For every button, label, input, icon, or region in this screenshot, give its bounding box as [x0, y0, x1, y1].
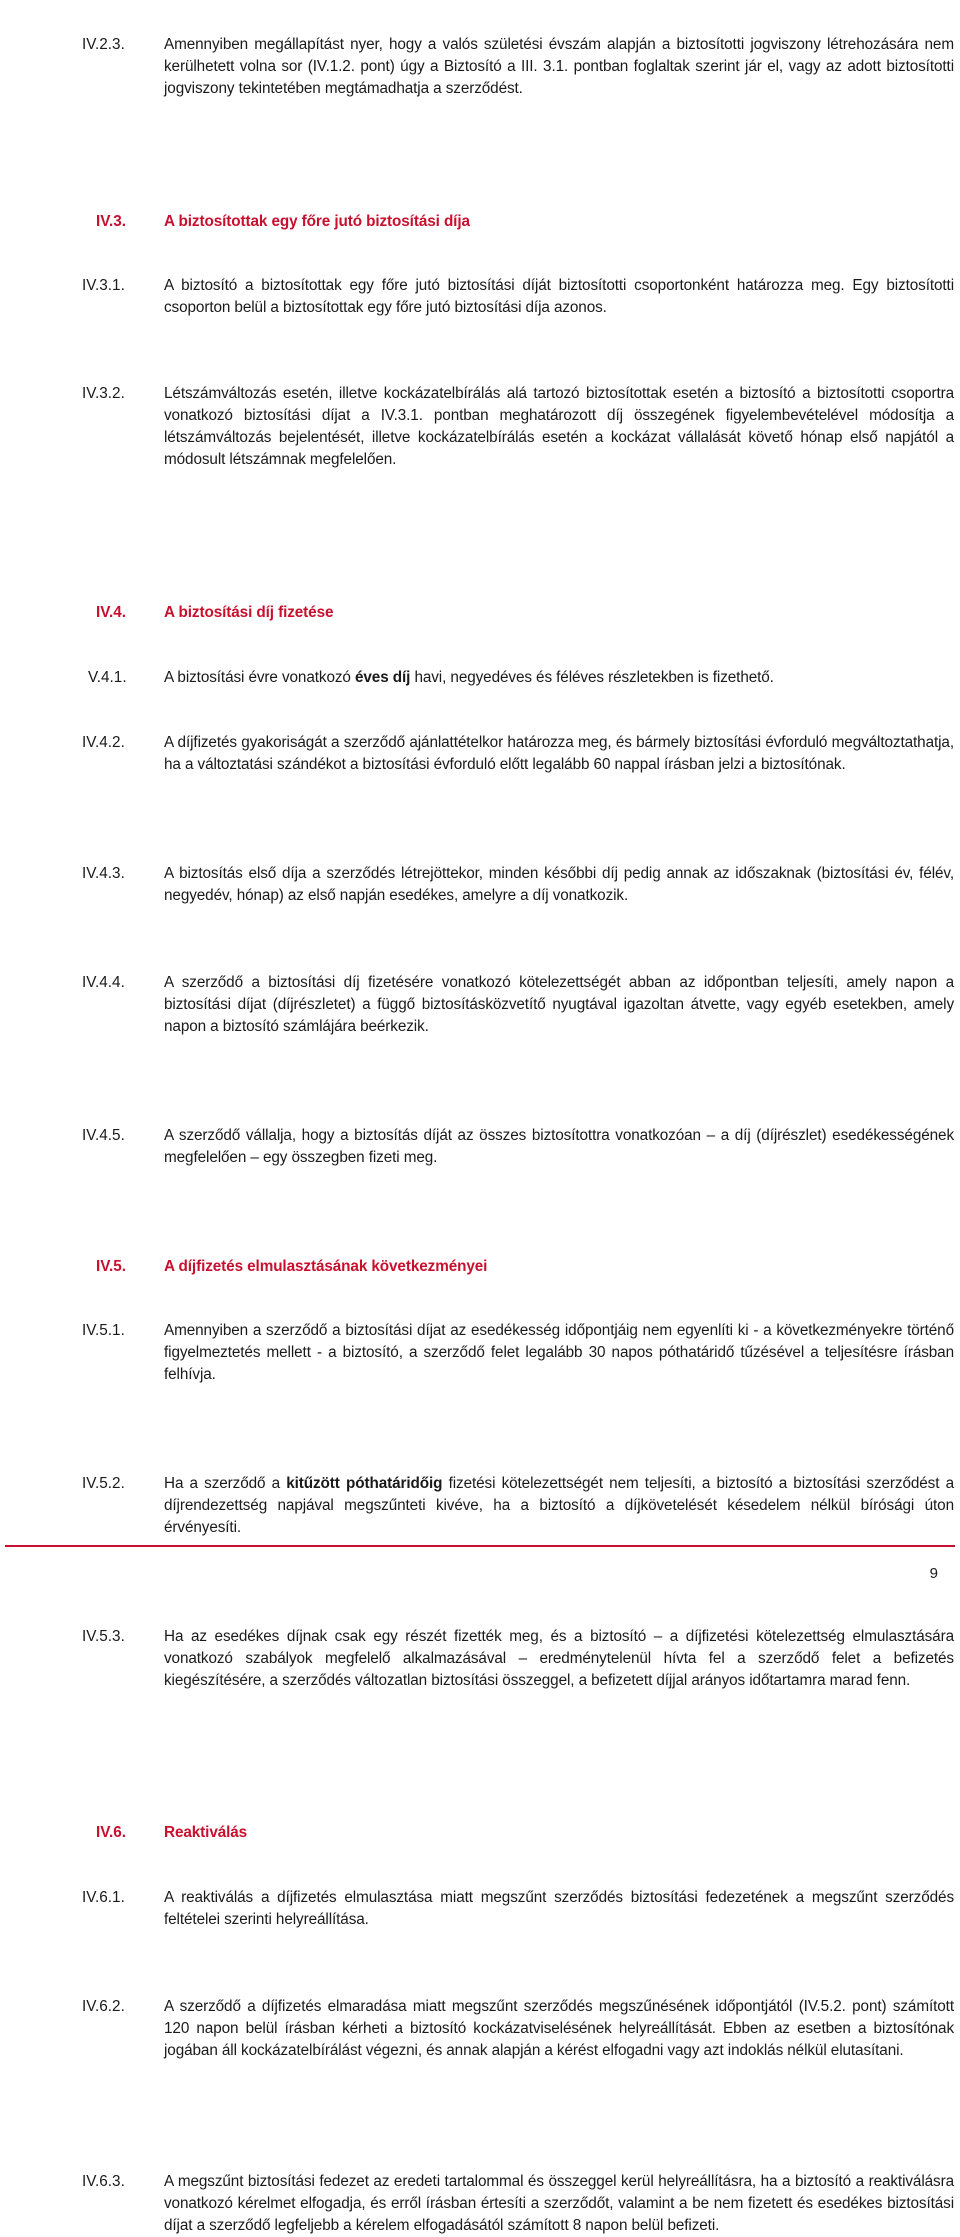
paragraph-number: IV.4.5.	[82, 1127, 125, 1144]
paragraph-5-1	[0, 1320, 960, 1386]
bold-term: éves díj	[354, 669, 411, 686]
paragraph-number: IV.5.2.	[82, 1475, 125, 1492]
section-title: A biztosítottak egy főre jutó biztosítási díja	[164, 213, 470, 230]
section-title: A díjfizetés elmulasztásának következményei	[164, 1258, 488, 1275]
section-heading-6	[0, 1822, 960, 1844]
paragraph-text: A biztosítás első díja a szerződés létrejöttekor, minden későbbi díj pedig annak az időszaknak (biztosítási év, félév, negyedév, hónap) az első napján esedékes, amelyre a díj vonatkozik.	[164, 865, 954, 904]
paragraph-4-3	[0, 863, 960, 907]
section-title: Reaktiválás	[164, 1824, 248, 1841]
paragraph-number: IV.4.4.	[82, 974, 125, 991]
paragraph-6-2	[0, 1996, 960, 2062]
paragraph-text: Amennyiben megállapítást nyer, hogy a valós születési évszám alapján a biztosítotti jogviszony létrehozására nem kerülhetett volna sor (IV.1.2. pont) úgy a Biztosító a III. 3.1. pontban foglaltak szerint jár el, vagy az adott biztosítotti jogviszony tekintetében megtámadhatja a szerződést.	[164, 36, 954, 97]
paragraph-5-2	[0, 1473, 960, 1539]
text-segment: havi, negyedéves és féléves részletekben is fizethető.	[410, 669, 774, 686]
paragraph-text	[164, 667, 954, 689]
paragraph-text	[164, 1473, 954, 1539]
paragraph-number: IV.5.1.	[82, 1322, 125, 1339]
paragraph-number: IV.6.3.	[82, 2173, 125, 2190]
footer-divider	[5, 1545, 955, 1547]
paragraph-3-2	[0, 383, 960, 471]
paragraph-number: IV.6.2.	[82, 1998, 125, 2015]
paragraph-text: A biztosító a biztosítottak egy főre jutó biztosítási díját biztosítotti csoportonként határozza meg. Egy biztosítotti csoporton belül a biztosítottak egy főre jutó biztosítási díja azonos.	[164, 277, 954, 316]
section-heading-3	[0, 211, 960, 233]
paragraph-number: V.4.1.	[88, 669, 127, 686]
paragraph-text: A díjfizetés gyakoriságát a szerződő ajánlattételkor határozza meg, és bármely biztosítási évforduló megváltoztathatja, ha a változtatási szándékot a biztosítási évforduló előtt legalább 60 nappal írásban jelzi a biztosítónak.	[164, 734, 954, 773]
paragraph-4-4	[0, 972, 960, 1038]
paragraph-text: A szerződő vállalja, hogy a biztosítás díját az összes biztosítottra vonatkozóan – a díj (díjrészlet) esedékességének megfelelően – egy összegben fizeti meg.	[164, 1127, 954, 1166]
paragraph-number: IV.4.3.	[82, 865, 125, 882]
paragraph-number: IV.3.1.	[82, 277, 125, 294]
section-number: IV.6.	[96, 1824, 127, 1841]
paragraph-text: A reaktiválás a díjfizetés elmulasztása miatt megszűnt szerződés biztosítási fedezetének a megszűnt szerződés feltételei szerinti helyreállítása.	[164, 1889, 954, 1928]
paragraph-text: Ha az esedékes díjnak csak egy részét fizették meg, és a biztosító – a díjfizetési kötelezettség elmulasztására vonatkozó szabályok megfelelő alkalmazásával – eredménytelenül hívta fel a szerződő felet a befizetés kiegészítésére, a szerződés változatlan biztosítási összeggel, a befizetett díjjal arányos időtartamra marad fenn.	[164, 1628, 954, 1689]
paragraph-number: IV.4.2.	[82, 734, 125, 751]
section-number: IV.3.	[96, 213, 127, 230]
text-segment: fizetési kötelezettségét nem teljesíti, a biztosító a biztosítási szerződést a díjrendezettség napjával megszűnteti kivéve, ha a biztosító a díjkövetelését késedelem nélkül bírósági úton érvényesíti.	[164, 1475, 954, 1536]
paragraph-text: Létszámváltozás esetén, illetve kockázatelbírálás alá tartozó biztosítottak esetén a biztosító a biztosítotti csoportra vonatkozó biztosítási díjat a IV.3.1. pontban meghatározott díj összegének figyelembevételével módosítja a létszámváltozás bejelentését, illetve kockázatelbírálás esetén a kockázat vállalását követő hónap első napjától a módosult létszámnak megfelelően.	[164, 385, 954, 468]
page-number: 9	[929, 1565, 938, 1582]
section-number: IV.4.	[96, 604, 127, 621]
paragraph-number: IV.3.2.	[82, 385, 125, 402]
section-title: A biztosítási díj fizetése	[164, 604, 334, 621]
section-heading-4	[0, 602, 960, 624]
paragraph-2-3	[0, 34, 960, 100]
paragraph-6-3	[0, 2171, 960, 2237]
paragraph-4-5	[0, 1125, 960, 1169]
paragraph-text: Amennyiben a szerződő a biztosítási díjat az esedékesség időpontjáig nem egyenlíti ki - a következményekre történő figyelmeztetés mellett - a biztosító, a szerződő felet legalább 30 napos póthatáridő tűzésével a teljesítésre írásban felhívja.	[164, 1322, 954, 1383]
paragraph-number: IV.5.3.	[82, 1628, 125, 1645]
paragraph-text: A szerződő a biztosítási díj fizetésére vonatkozó kötelezettségét abban az időpontban teljesíti, amely napon a biztosítási díjat (díjrészletet) a függő biztosításközvetítő nyugtával igazoltan átvette, vagy egyéb esetekben, amely napon a biztosító számlájára beérkezik.	[164, 974, 954, 1035]
text-segment: Ha a szerződő a	[164, 1475, 287, 1492]
text-segment: A biztosítási évre vonatkozó	[164, 669, 355, 686]
section-heading-5	[0, 1256, 960, 1278]
paragraph-number: IV.2.3.	[82, 36, 125, 53]
paragraph-4-1	[0, 667, 960, 689]
paragraph-text: A szerződő a díjfizetés elmaradása miatt megszűnt szerződés megszűnésének időpontjától (IV.5.2. pont) számított 120 napon belül írásban kérheti a biztosító kockázatviselésének helyreállítását. Ebben az esetben a biztosítónak jogában áll kockázatelbírálást végezni, és annak alapján a kérést elfogadni vagy azt indoklás nélkül elutasítani.	[164, 1998, 954, 2059]
paragraph-3-1	[0, 275, 960, 319]
paragraph-5-3	[0, 1626, 960, 1692]
paragraph-4-2	[0, 732, 960, 776]
section-number: IV.5.	[96, 1258, 127, 1275]
paragraph-number: IV.6.1.	[82, 1889, 125, 1906]
bold-term: kitűzött póthatáridőig	[286, 1475, 443, 1492]
paragraph-text: A megszűnt biztosítási fedezet az eredeti tartalommal és összeggel kerül helyreállításra, ha a biztosító a reaktiválásra vonatkozó kérelmet elfogadja, és erről írásban értesíti a szerződőt, valamint a be nem fizetett és esedékes biztosítási díjat a szerződő legfeljebb a kérelem elfogadásától számított 8 napon belül befizeti.	[164, 2173, 954, 2234]
paragraph-6-1	[0, 1887, 960, 1931]
